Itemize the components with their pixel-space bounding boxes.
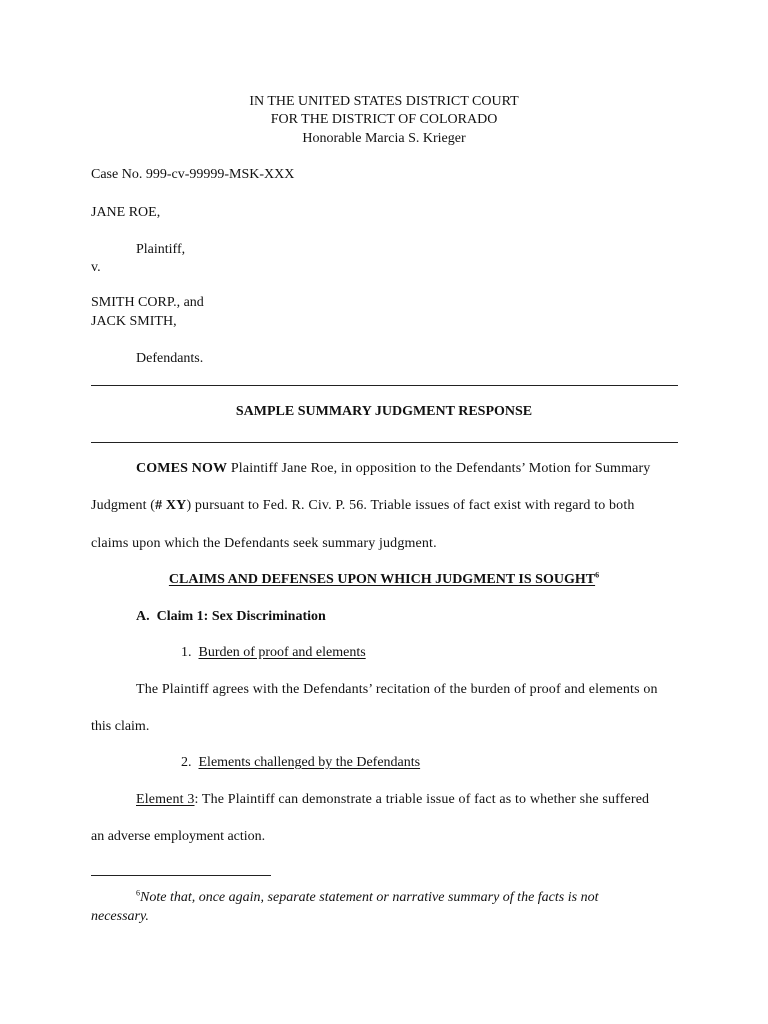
claim-a-label: A. [136, 609, 150, 624]
item-1-para-line-2: this claim. [91, 719, 150, 734]
footnote-text-1: Note that, once again, separate statement or narrative summary of the facts is not [140, 890, 599, 905]
footnote-line-2: necessary. [91, 909, 149, 924]
plaintiff-role: Plaintiff, [136, 242, 186, 257]
claim-a-heading [136, 608, 326, 626]
intro-line-2-pre: Judgment ( [91, 498, 156, 513]
item-1-title: Burden of proof and elements [198, 645, 366, 660]
intro-line-2-post: ) pursuant to Fed. R. Civ. P. 56. Triable issues of fact exist with regard to both [186, 498, 635, 513]
document-title: SAMPLE SUMMARY JUDGMENT RESPONSE [235, 404, 533, 419]
defendant-1: SMITH CORP., and [91, 295, 204, 310]
item-2-number: 2. [181, 755, 192, 770]
item-1-para-line-1: The Plaintiff agrees with the Defendants’ recitation of the burden of proof and elements on [136, 682, 658, 697]
defendant-role: Defendants. [136, 351, 204, 366]
case-number: Case No. 999-cv-99999-MSK-XXX [91, 167, 295, 182]
intro-line-3: claims upon which the Defendants seek summary judgment. [91, 536, 437, 551]
docket-number: # XY [155, 498, 187, 513]
plaintiff-name: JANE ROE, [91, 205, 161, 220]
title-rule-top [91, 385, 678, 386]
section-heading-text: CLAIMS AND DEFENSES UPON WHICH JUDGMENT IS SOUGHT [168, 572, 596, 587]
section-heading [90, 571, 678, 589]
footnote-reference: 6 [595, 570, 600, 580]
court-name-line-1: IN THE UNITED STATES DISTRICT COURT [249, 94, 519, 109]
element-line-2: an adverse employment action. [91, 829, 266, 844]
claim-a-title: Claim 1: Sex Discrimination [156, 609, 326, 624]
title-rule-bottom [91, 442, 678, 443]
item-1-heading [181, 644, 366, 662]
intro-line-1 [136, 460, 650, 478]
footnote-number: 6 [136, 888, 140, 898]
footnote-separator [91, 875, 271, 876]
element-line-1-text: : The Plaintiff can demonstrate a triable issue of fact as to whether she suffered [194, 792, 650, 807]
intro-line-1-text: Plaintiff Jane Roe, in opposition to the Defendants’ Motion for Summary [227, 461, 651, 476]
court-name-line-2: FOR THE DISTRICT OF COLORADO [270, 112, 498, 127]
intro-lead: COMES NOW [136, 461, 228, 476]
versus: v. [91, 260, 101, 275]
footnote-line-1 [136, 889, 598, 907]
judge-name: Honorable Marcia S. Krieger [302, 131, 466, 146]
defendant-2: JACK SMITH, [91, 314, 177, 329]
item-1-number: 1. [181, 645, 192, 660]
item-2-heading [181, 754, 420, 772]
intro-line-2 [91, 497, 635, 515]
element-line-1 [136, 791, 649, 809]
element-label: Element 3 [136, 792, 195, 807]
item-2-title: Elements challenged by the Defendants [198, 755, 421, 770]
